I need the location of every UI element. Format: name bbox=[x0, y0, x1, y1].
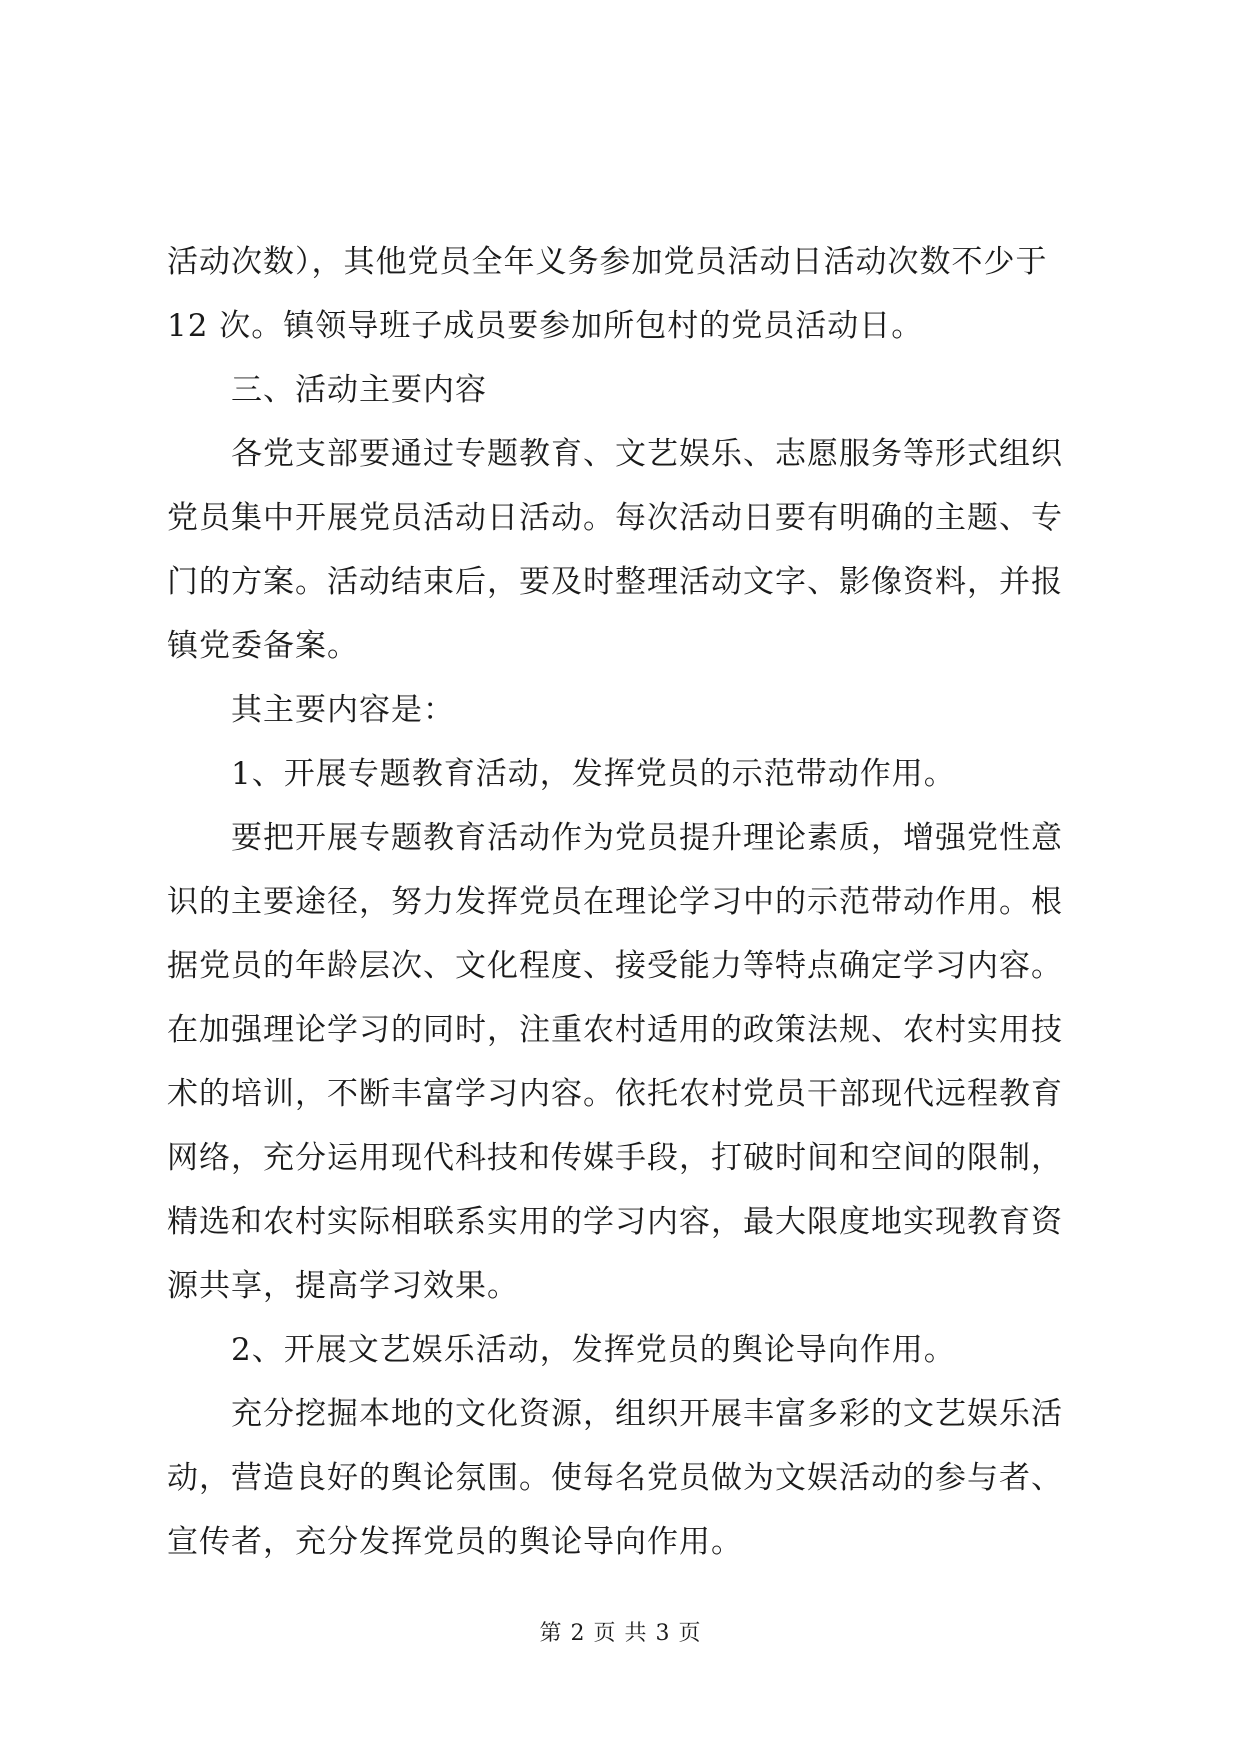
text-line: 精选和农村实际相联系实用的学习内容，最大限度地实现教育资 bbox=[167, 1204, 1063, 1240]
document-body bbox=[167, 230, 1077, 1574]
text-line: 宣传者，充分发挥党员的舆论导向作用。 bbox=[167, 1524, 743, 1560]
text-line: 门的方案。活动结束后，要及时整理活动文字、影像资料，并报 bbox=[167, 564, 1063, 600]
text-line: 据党员的年龄层次、文化程度、接受能力等特点确定学习内容。 bbox=[167, 948, 1063, 984]
document-text bbox=[167, 230, 1077, 1574]
text-line: 识的主要途径，努力发挥党员在理论学习中的示范带动作用。根 bbox=[167, 884, 1063, 920]
text-line: 要把开展专题教育活动作为党员提升理论素质，增强党性意 bbox=[231, 820, 1063, 856]
page-footer bbox=[0, 1616, 1241, 1647]
text-line: 术的培训，不断丰富学习内容。依托农村党员干部现代远程教育 bbox=[167, 1076, 1063, 1112]
text-line: 党员集中开展党员活动日活动。每次活动日要有明确的主题、专 bbox=[167, 500, 1063, 536]
page-number-label: 第 2 页 共 3 页 bbox=[539, 1621, 702, 1646]
subheading: 1、开展专题教育活动，发挥党员的示范带动作用。 bbox=[231, 756, 956, 792]
text-line: 活动次数），其他党员全年义务参加党员活动日活动次数不少于 bbox=[167, 244, 1048, 280]
text-line: 网络，充分运用现代科技和传媒手段，打破时间和空间的限制， bbox=[167, 1140, 1063, 1176]
text-line: 源共享，提高学习效果。 bbox=[167, 1268, 519, 1304]
text-line: 其主要内容是： bbox=[231, 692, 455, 728]
text-line: 动，营造良好的舆论氛围。使每名党员做为文娱活动的参与者、 bbox=[167, 1460, 1063, 1496]
text-line: 12 次。镇领导班子成员要参加所包村的党员活动日。 bbox=[167, 308, 924, 344]
text-line: 在加强理论学习的同时，注重农村适用的政策法规、农村实用技 bbox=[167, 1012, 1063, 1048]
text-line: 镇党委备案。 bbox=[167, 628, 359, 664]
section-heading: 三、活动主要内容 bbox=[231, 372, 487, 408]
text-line: 各党支部要通过专题教育、文艺娱乐、志愿服务等形式组织 bbox=[231, 436, 1063, 472]
text-line: 充分挖掘本地的文化资源，组织开展丰富多彩的文艺娱乐活 bbox=[231, 1396, 1063, 1432]
subheading: 2、开展文艺娱乐活动，发挥党员的舆论导向作用。 bbox=[231, 1332, 956, 1368]
